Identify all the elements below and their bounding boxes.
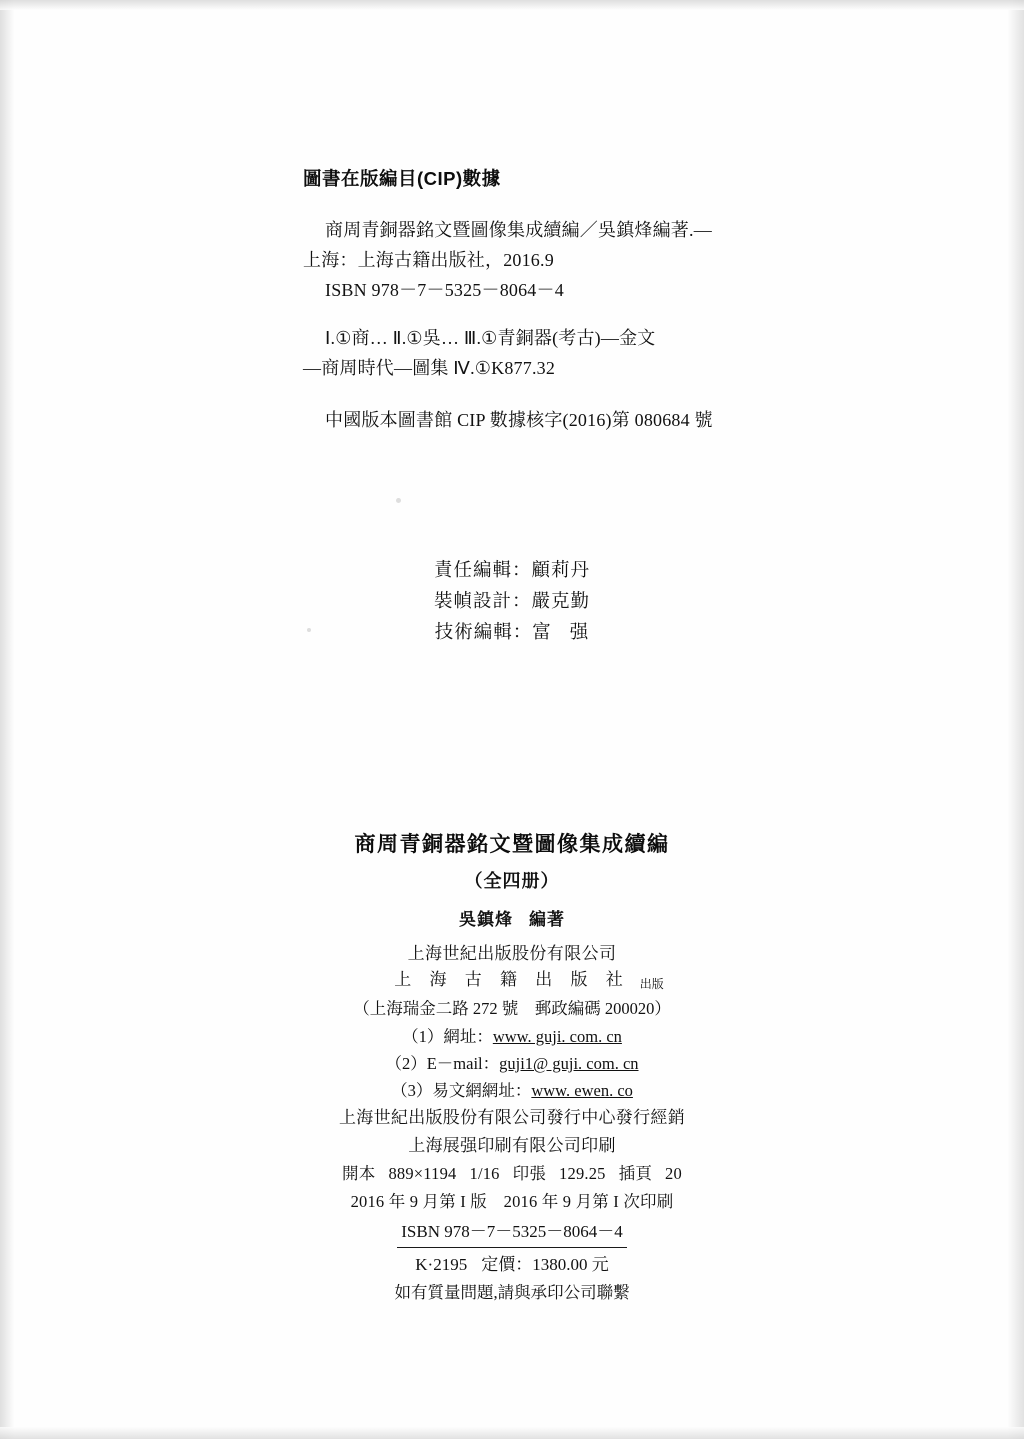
cip-check-number: 中國版本圖書館 CIP 數據核字(2016)第 080684 號 [325,410,713,430]
credit-designer-name: 嚴克勤 [531,592,591,612]
colophon-title: 商周青銅器銘文暨圖像集成續編 [354,833,670,856]
credit-responsible-editor-name: 顧莉丹 [531,561,591,581]
cip-entry-line2: 上海：上海古籍出版社，2016.9 [303,250,554,270]
colophon-volumes: （全四册） [464,871,560,891]
publisher-suffix: 出版 [639,977,664,991]
page-edge-top-shadow [0,0,1024,10]
cip-block [303,165,803,435]
website-label-2: （2）E－mail： [385,1054,500,1073]
colophon-author-line [0,905,1024,930]
colophon-isbn: ISBN 978－7－5325－8064－4 [397,1219,626,1248]
credit-designer-label: 裝幀設計： [433,592,532,612]
cip-entry [303,215,803,305]
spec-sheets-value: 129.25 [559,1164,606,1183]
price-line [0,1251,1024,1279]
edition-line: 2016 年 9 月第 I 版 2016 年 9 月第 I 次印刷 [350,1192,674,1211]
website-line-3 [0,1077,1024,1104]
publisher-name: 上 海 古 籍 出 版 社 [394,970,630,989]
publisher-block [394,941,664,993]
spec-inserts-label: 插頁 [618,1164,653,1183]
spec-size-label: 開本 [342,1164,376,1183]
spec-inserts-value: 20 [665,1164,682,1183]
cip-classification-line2: —商周時代—圖集 Ⅳ.①K877.32 [303,358,556,378]
website-line-1 [0,1023,1024,1050]
distributor-line: 上海世紀出版股份有限公司發行中心發行經銷 [339,1108,685,1127]
printer-line: 上海展强印刷有限公司印刷 [408,1136,616,1155]
website-url-1[interactable]: www. guji. com. cn [492,1027,622,1046]
page-edge-bottom-shadow [0,1427,1024,1439]
print-specs-line [0,1160,1024,1188]
cip-classification-line1: Ⅰ.①商… Ⅱ.①吳… Ⅲ.①青銅器(考古)—金文 [325,328,656,348]
credit-technical-editor-label: 技術編輯： [434,623,533,643]
credit-technical-editor-name-1: 富 [532,623,552,643]
credit-technical-editor [0,618,1024,649]
credit-technical-editor-name-2: 强 [569,623,590,643]
credit-designer [0,587,1024,618]
price-label: 定價： [481,1255,533,1274]
scan-speck [396,498,401,503]
colophon-block [0,828,1024,1307]
website-label-1: （1）網址： [402,1027,493,1046]
price-value: 1380.00 元 [532,1255,609,1274]
publisher-address: （上海瑞金二路 272 號 郵政編碼 200020） [353,999,671,1018]
credit-responsible-editor-label: 責任編輯： [433,561,532,581]
book-code: K·2195 [415,1255,468,1274]
quality-note: 如有質量問題,請與承印公司聯繫 [394,1283,630,1302]
website-url-3[interactable]: www. ewen. co [531,1081,633,1100]
staff-credits [0,556,1024,649]
website-url-2[interactable]: guji1@ guji. com. cn [499,1054,639,1073]
cip-isbn: ISBN 978－7－5325－8064－4 [325,280,564,300]
cip-heading: 圖書在版編目(CIP)數據 [303,168,501,189]
credit-responsible-editor [0,556,1024,587]
cip-entry-line1: 商周青銅器銘文暨圖像集成續編／吳鎮烽編著.— [325,220,712,240]
spec-ratio-value: 1/16 [469,1164,500,1183]
colophon-author: 吳鎮烽 [459,910,513,929]
colophon-author-role: 編著 [529,910,565,929]
spec-size-value: 889×1194 [388,1164,457,1183]
spec-sheets-label: 印張 [512,1164,547,1183]
cip-classification [303,323,803,383]
website-line-2 [0,1050,1024,1077]
website-label-3: （3）易文網網址： [391,1081,532,1100]
publisher-group: 上海世紀出版股份有限公司 [407,944,617,963]
